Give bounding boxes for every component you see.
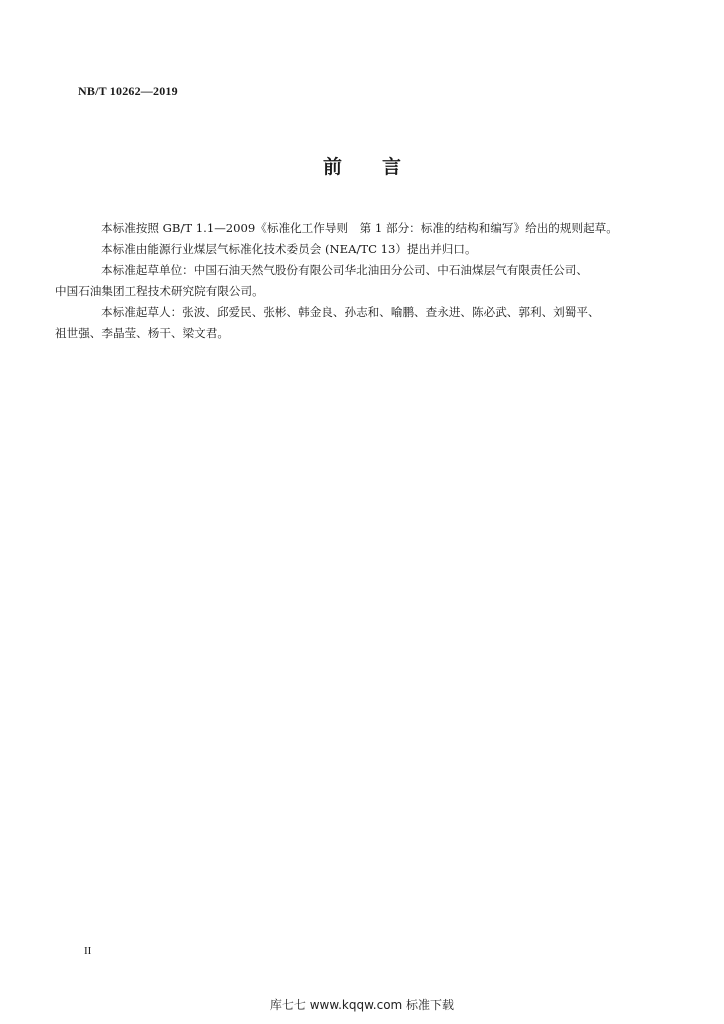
page-number: II [84, 945, 92, 957]
paragraph-drafting-units [55, 260, 648, 302]
paragraph-proposer [78, 239, 648, 260]
title-char-2: 言 [382, 156, 402, 178]
paragraph-drafting-rules [78, 218, 648, 239]
standard-code: NB/T 10262—2019 [78, 84, 178, 98]
paragraph-line: 祖世强、李晶莹、杨干、梁文君。 [55, 326, 229, 340]
paragraph-line: 本标准起草人：张波、邱爱民、张彬、韩金良、孙志和、喻鹏、查永进、陈必武、郭利、刘蜀平、 [101, 305, 600, 319]
paragraph-line: 本标准起草单位：中国石油天然气股份有限公司华北油田分公司、中石油煤层气有限责任公司、 [101, 263, 588, 277]
paragraph-line: 中国石油集团工程技术研究院有限公司。 [55, 284, 264, 298]
foreword-body [55, 218, 648, 344]
title-char-1: 前 [322, 156, 342, 178]
paragraph-drafters [55, 302, 648, 344]
paragraph-line: 本标准按照 GB/T 1.1—2009《标准化工作导则 第 1 部分：标准的结构和编写》给出的规则起草。 [101, 221, 618, 235]
watermark-text: 库七七 www.kqqw.com 标准下载 [269, 998, 455, 1012]
paragraph-line: 本标准由能源行业煤层气标准化技术委员会 (NEA/TC 13）提出并归口。 [101, 242, 477, 256]
page-title [0, 152, 724, 179]
